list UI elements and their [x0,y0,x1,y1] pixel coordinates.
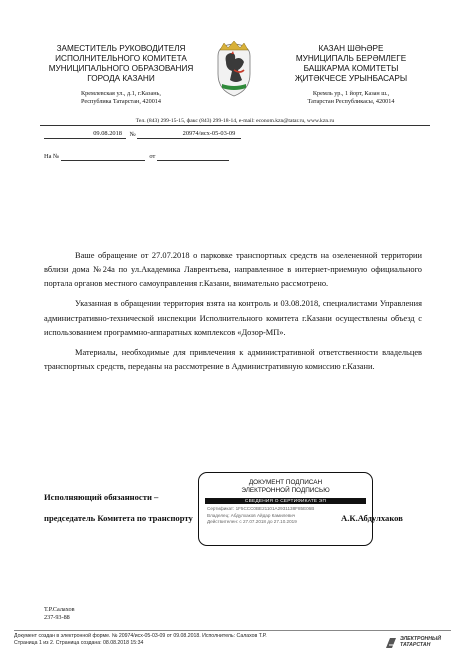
body-paragraph: Материалы, необходимые для привлечения к административной ответственности владельцев транспортных средств, переданы на рассмотрение в Административную комиссию г.Казани. [44,347,422,372]
logo-text-line: ЭЛЕКТРОННЫЙ [400,636,441,642]
signatory-name: А.К.Абдулхаков [341,513,403,523]
header-right-title-line: БАШКАРМА КОМИТЕТЫ [303,64,399,73]
reference-no-label: На № [44,153,60,160]
header-left-title-line: ИСПОЛНИТЕЛЬНОГО КОМИТЕТА [55,54,187,63]
footer-info [14,633,267,648]
logo-text-line: ТАТАРСТАН [400,642,431,648]
reference-number-blank [61,160,145,161]
footer-line: Документ создан в электронной форме. № 20974/исх-05-03-09 от 09.08.2018. Исполнитель: Салахов Т.Р. [14,633,267,639]
signature-position-line1: Исполняющий обязанности – [44,492,159,502]
executor-name: Т.Р.Салахов [44,606,75,613]
header-right-title-line: МУНИЦИПАЛЬ БЕРӘМЛЕГЕ [295,54,407,63]
header-right-title-line: КАЗАН ШӘҺӘРЕ [318,44,384,53]
header-left [36,44,206,105]
header-right-address [268,90,434,105]
signature-position-line2: председатель Комитета по транспорту [44,513,193,523]
header-left-title-line: ГОРОДА КАЗАНИ [87,74,155,83]
executor-block [44,606,75,622]
header-right-address-line: Кремль ур., 1 йорт, Казан ш., [312,90,390,97]
header-right-address-line: Татарстан Республикасы, 420014 [307,97,395,105]
stamp-title-line: ДОКУМЕНТ ПОДПИСАН [248,479,323,486]
header-right [268,44,434,105]
body-paragraph: Указанная в обращении территория взята на контроль и 03.08.2018, специалистами Управления административно-технической инспекции Исполнительного комитета г.Казани осуществлены объезд с использованием программно-аппаратных комплексов «Дозор-МП». [44,299,422,337]
header-left-title [36,44,206,84]
footer-line: Страница 1 из 2. Страница создана: 08.08.2018 15:34 [14,640,144,647]
kazan-coat-of-arms-icon [214,40,254,98]
body-paragraph: Ваше обращение от 27.07.2018 о парковке транспортных средств на озелененной территории вблизи дома №24а по ул.Академика Лаврентьева, направленное в интернет-приемную официального портала органов местного самоуправления г.Казани, внимательно рассмотрено. [44,251,422,289]
stamp-certificate-bar: СВЕДЕНИЯ О СЕРТИФИКАТЕ ЭП [205,498,366,504]
tatarstan-logo-icon [384,636,398,650]
registration-number: 20974/исх-05-03-09 [137,130,241,139]
header-left-title-line: ЗАМЕСТИТЕЛЬ РУКОВОДИТЕЛЯ [56,44,186,53]
footer-divider [14,630,451,631]
header-left-address-line: Республика Татарстан, 420014 [81,97,161,105]
registration-no-sign: № [129,131,136,138]
logo-text [400,636,441,648]
electronic-signature-stamp [198,472,373,546]
reference-from-label: от [149,153,156,160]
stamp-title-line: ЭЛЕКТРОННОЙ ПОДПИСЬЮ [241,487,330,494]
reference-date-blank [157,160,229,161]
electronic-tatarstan-logo [384,635,450,651]
registration-line [44,130,241,139]
header-left-address-line: Кремлевская ул., д.1, г.Казань, [81,90,161,97]
letter-body [44,249,422,380]
contacts-line: Тел. (843) 299-15-15, факс (843) 299-18-14, e-mail: econom.kzn@tatar.ru, www.kzn.ru [40,118,430,126]
header-left-title-line: МУНИЦИПАЛЬНОГО ОБРАЗОВАНИЯ [48,64,194,73]
header-left-address [36,90,206,105]
stamp-validity-line: Действителен: с 27.07.2018 до 27.10.2019 [207,519,297,525]
header-right-title-line: ҖИТӘКЧЕСЕ УРЫНБАСАРЫ [294,74,408,83]
executor-phone: 237-93-88 [44,613,70,621]
stamp-certificate-line: Сертификат: 1F5CCC0BE21101A2931138F85E06B [207,506,315,511]
header-right-title [268,44,434,84]
stamp-title [199,479,372,495]
stamp-owner-line: Владелец: Абдулхаков Айдар Камилевич [207,512,296,518]
registration-date: 09.08.2018 [44,130,126,139]
reference-line [44,153,229,161]
